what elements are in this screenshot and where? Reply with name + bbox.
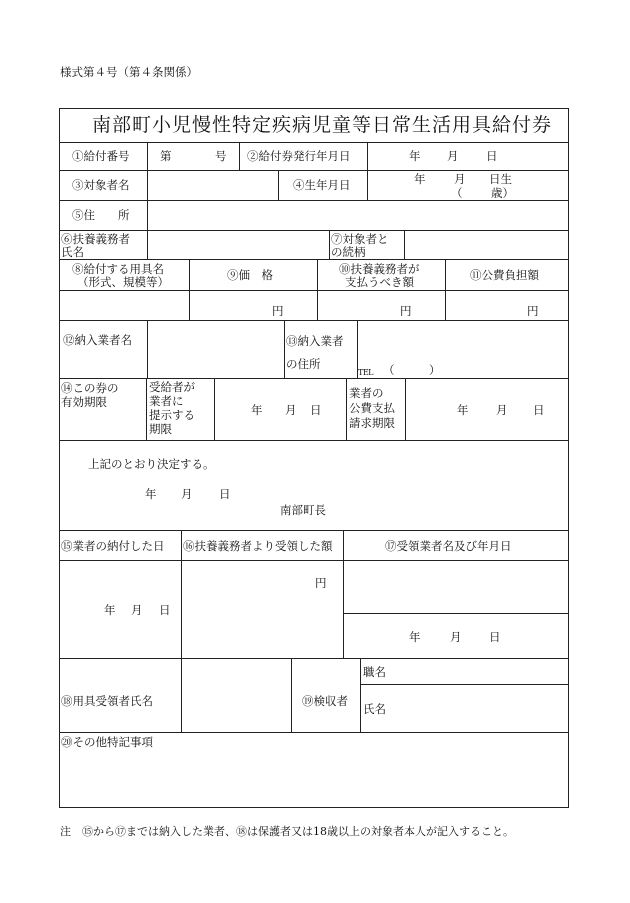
rule xyxy=(147,230,148,259)
birth-year: 年 xyxy=(414,172,426,186)
tel-label: TEL xyxy=(358,368,373,377)
rule xyxy=(360,684,569,685)
rule xyxy=(189,259,190,320)
decision-text: 上記のとおり決定する。 xyxy=(88,457,215,471)
present-deadline-label: 受給者が xyxy=(149,380,195,394)
rule xyxy=(59,658,569,659)
rule xyxy=(147,320,148,378)
present-deadline-label-3: 提示する xyxy=(149,408,195,422)
item-spec-label: （形式、規模等） xyxy=(77,275,169,289)
rule xyxy=(59,259,569,260)
rule xyxy=(360,658,361,732)
vendor-recv-month: 月 xyxy=(450,630,462,644)
present-day: 日 xyxy=(310,403,322,417)
rule xyxy=(59,200,569,201)
relationship-label: ⑦対象者と xyxy=(331,232,389,246)
vendor-address-label-2: の住所 xyxy=(286,357,321,371)
delivery-year: 年 xyxy=(104,603,116,617)
present-deadline-label-4: 期限 xyxy=(149,422,172,436)
decision-year: 年 xyxy=(145,487,157,501)
present-deadline-label-2: 業者に xyxy=(149,394,184,408)
vendor-name-label: ⑫納入業者名 xyxy=(63,333,132,347)
guardian-pay-label-2: 支払うべき額 xyxy=(345,275,414,289)
job-title-label: 職名 xyxy=(363,665,386,679)
rule xyxy=(214,378,215,440)
delivery-month: 月 xyxy=(131,603,143,617)
guardian-pay-label: ⑩扶養義務者が xyxy=(339,262,420,276)
delivery-date-label: ⑮業者の納付した日 xyxy=(61,539,165,553)
subject-name-label: ③対象者名 xyxy=(72,178,130,192)
address-label: ⑤住 所 xyxy=(72,208,130,222)
birth-day: 日生 xyxy=(489,172,512,186)
rule xyxy=(284,320,285,378)
rule xyxy=(317,259,318,320)
rule xyxy=(181,530,182,658)
rule xyxy=(367,142,368,200)
vendor-recv-day: 日 xyxy=(489,630,501,644)
delivery-day: 日 xyxy=(159,603,171,617)
received-amount-yen: 円 xyxy=(315,576,327,590)
issue-year: 年 xyxy=(409,149,421,163)
rule xyxy=(59,530,569,531)
rule xyxy=(278,170,279,200)
rule xyxy=(343,530,344,658)
rule xyxy=(181,658,182,732)
receiver-name-label: ⑱用具受領者氏名 xyxy=(61,694,153,708)
rule xyxy=(343,613,569,614)
public-burden-label: ⑪公費負担額 xyxy=(470,268,539,282)
form-number: 様式第４号（第４条関係） xyxy=(60,65,198,79)
rule xyxy=(59,142,569,143)
vendor-address-label: ⑬納入業者 xyxy=(286,334,344,348)
rule xyxy=(59,560,569,561)
rule xyxy=(59,320,569,321)
rule xyxy=(59,378,569,379)
rule xyxy=(329,230,330,259)
rule xyxy=(404,230,405,259)
relationship-label-2: の続柄 xyxy=(331,245,366,259)
rule xyxy=(59,230,569,231)
rule xyxy=(147,142,148,230)
rule xyxy=(445,259,446,320)
age-suffix: 歳） xyxy=(491,186,514,200)
number-suffix: 号 xyxy=(215,149,227,163)
birth-date-label: ④生年月日 xyxy=(293,178,351,192)
mayor-signature: 南部町長 xyxy=(280,503,326,517)
rule xyxy=(346,378,347,440)
receiving-vendor-label: ⑰受領業者名及び年月日 xyxy=(385,539,512,553)
guardian-pay-yen: 円 xyxy=(400,304,412,318)
received-amount-label: ⑯扶養義務者より受領した額 xyxy=(183,539,333,553)
claim-year: 年 xyxy=(457,403,469,417)
guardian-name-label-2: 氏名 xyxy=(61,245,84,259)
issue-date-label: ②給付券発行年月日 xyxy=(247,149,351,163)
issue-month: 月 xyxy=(447,149,459,163)
rule xyxy=(59,440,569,441)
issue-day: 日 xyxy=(486,149,498,163)
claim-deadline-label-3: 請求期限 xyxy=(349,416,395,430)
rule xyxy=(405,378,406,440)
item-name-label: ⑧給付する用具名 xyxy=(72,262,164,276)
number-prefix: 第 xyxy=(160,149,172,163)
rule xyxy=(146,378,147,440)
vendor-recv-year: 年 xyxy=(409,630,421,644)
rule xyxy=(59,170,569,171)
claim-deadline-label: 業者の xyxy=(349,386,384,400)
age-open-paren: （ xyxy=(451,186,463,200)
remarks-label: ⑳その他特記事項 xyxy=(61,735,153,749)
footer-note: 注 ⑮から⑰までは納入した業者、⑱は保護者又は18歳以上の対象者本人が記入すること。 xyxy=(60,825,514,838)
tel-area-code: （ ） xyxy=(383,363,441,377)
rule xyxy=(59,290,569,291)
voucher-number-label: ①給付番号 xyxy=(72,149,130,163)
validity-label-2: 有効期限 xyxy=(61,395,107,409)
birth-month: 月 xyxy=(454,172,466,186)
decision-month: 月 xyxy=(181,487,193,501)
present-year: 年 xyxy=(251,403,263,417)
rule xyxy=(291,658,292,732)
decision-day: 日 xyxy=(219,487,231,501)
guardian-name-label: ⑥扶養義務者 xyxy=(61,232,130,246)
claim-month: 月 xyxy=(496,403,508,417)
claim-deadline-label-2: 公費支払 xyxy=(349,401,395,415)
claim-day: 日 xyxy=(533,403,545,417)
rule xyxy=(59,732,569,733)
inspector-name-label: 氏名 xyxy=(363,702,386,716)
present-month: 月 xyxy=(285,403,297,417)
price-label: ⑨価 格 xyxy=(227,268,273,282)
validity-label: ⑭この券の xyxy=(61,381,119,395)
price-yen: 円 xyxy=(272,304,284,318)
rule xyxy=(239,142,240,170)
public-burden-yen: 円 xyxy=(527,304,539,318)
inspector-label: ⑲検収者 xyxy=(302,694,348,708)
form-title: 南部町小児慢性特定疾病児童等日常生活用具給付券 xyxy=(92,114,553,136)
